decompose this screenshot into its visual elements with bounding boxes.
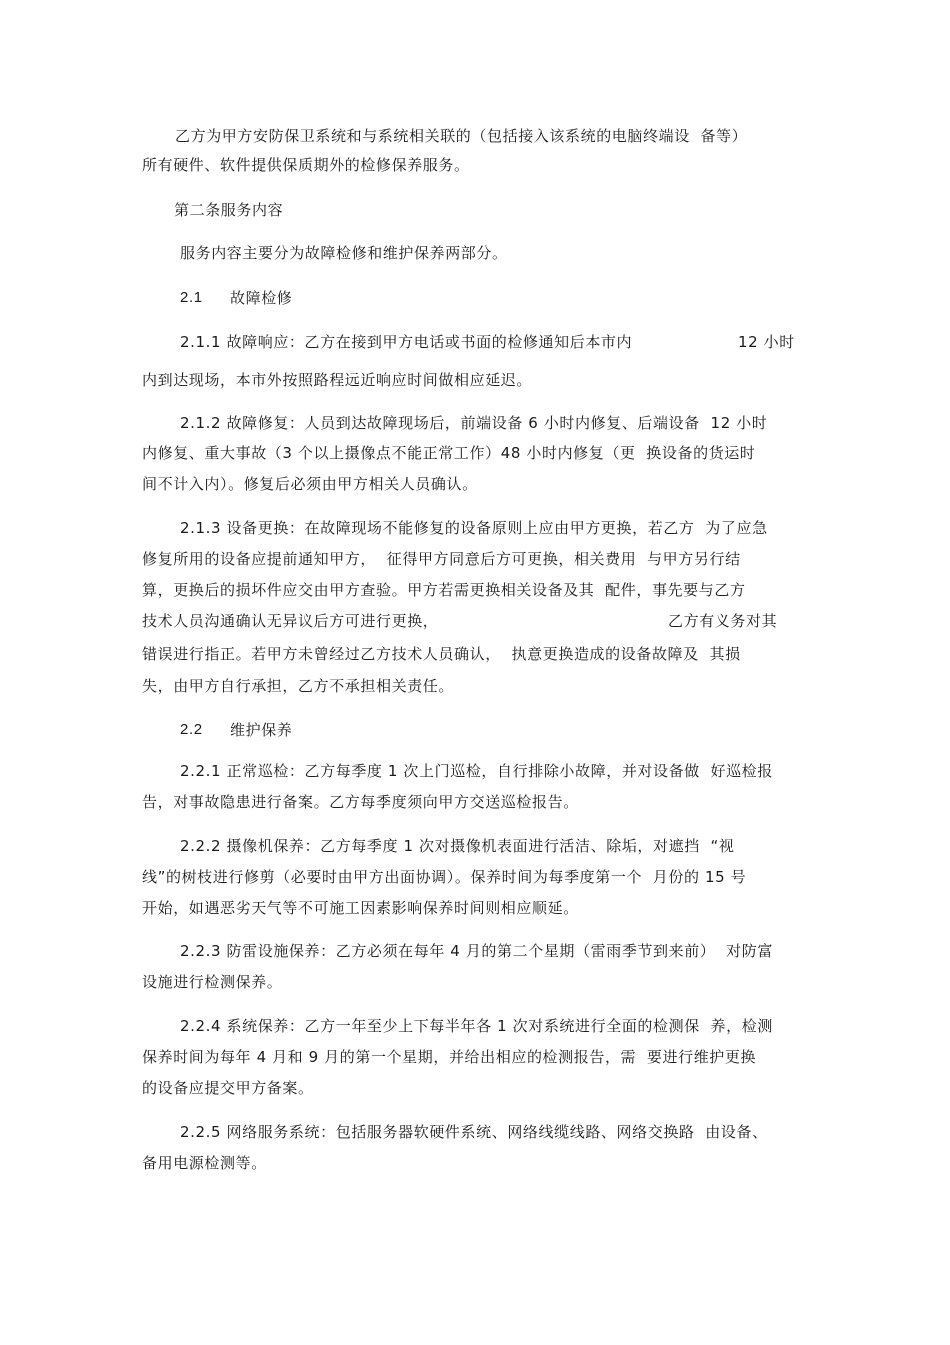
intro-line-1: 乙方为甲方安防保卫系统和与系统相关联的（包括接入该系统的电脑终端设 备等） [175, 127, 748, 145]
para-2-2-4-line-3: 的设备应提交甲方备案。 [142, 1079, 314, 1097]
para-2-1-3-line-6: 失，由甲方自行承担，乙方不承担相关责任。 [142, 677, 455, 695]
para-2-2-2-line-3: 开始，如遇恶劣天气等不可施工因素影响保养时间则相应顺延。 [142, 899, 579, 917]
para-2-1-1-line-1: 2.1.1 故障响应：乙方在接到甲方电话或书面的检修通知后本市内 [180, 333, 633, 351]
para-2-2-2-line-1: 2.2.2 摄像机保养：乙方每季度 1 次对摄像机表面进行活洁、除垢，对遮挡 “视 [180, 837, 735, 855]
para-2-1-3-line-2: 修复所用的设备应提前通知甲方， 征得甲方同意后方可更换，相关费用 与甲方另行结 [142, 550, 741, 568]
para-2-1-3-line-4b: 乙方有义务对其 [668, 612, 778, 630]
para-2-2-1-line-2: 告，对事故隐患进行备案。乙方每季度须向甲方交送巡检报告。 [142, 793, 579, 811]
para-2-1-2-line-2: 内修复、重大事故（3 个以上摄像点不能正常工作）48 小时内修复（更 换设备的货运时 [142, 444, 756, 462]
para-2-1-3-line-1: 2.1.3 设备更换：在故障现场不能修复的设备原则上应由甲方更换，若乙方 为了应急 [180, 519, 768, 537]
article-intro: 服务内容主要分为故障检修和维护保养两部分。 [180, 244, 508, 262]
para-2-2-3-line-1: 2.2.3 防雷设施保养：乙方必须在每年 4 月的第二个星期（雷雨季节到来前） 对防富 [180, 942, 773, 960]
para-2-1-3-line-4a: 技术人员沟通确认无异议后方可进行更换， [142, 612, 439, 630]
para-2-1-2-line-1: 2.1.2 故障修复：人员到达故障现场后，前端设备 6 小时内修复、后端设备 12 小时 [180, 414, 768, 432]
section-2-2-title: 维护保养 [230, 721, 293, 739]
para-2-2-1-line-1: 2.2.1 正常巡检：乙方每季度 1 次上门巡检，自行排除小故障，并对设备做 好巡检报 [180, 762, 773, 780]
para-2-1-3-line-3: 算，更换后的损坏件应交由甲方查验。甲方若需更换相关设备及其 配件，事先要与乙方 [142, 581, 746, 599]
para-2-2-3-line-2: 设施进行检测保养。 [142, 973, 283, 991]
para-2-1-3-line-5: 错误进行指正。若甲方未曾经过乙方技术人员确认， 执意更换造成的设备故障及 其损 [142, 645, 741, 663]
para-2-2-2-line-2: 线”的树枝进行修剪（必要时由甲方出面协调）。保养时间为每季度第一个 月份的 15 号 [142, 868, 747, 886]
para-2-2-4-line-1: 2.2.4 系统保养：乙方一年至少上下每半年各 1 次对系统进行全面的检测保 养，检测 [180, 1017, 773, 1035]
section-2-2-number: 2.2 [180, 721, 203, 738]
section-2-1-number: 2.1 [180, 289, 203, 306]
article-title: 第二条服务内容 [174, 201, 284, 219]
para-2-2-5-line-2: 备用电源检测等。 [142, 1154, 267, 1172]
para-2-1-1-line-1b: 12 小时 [738, 333, 795, 351]
intro-line-2: 所有硬件、软件提供保质期外的检修保养服务。 [142, 156, 470, 174]
para-2-2-4-line-2: 保养时间为每年 4 月和 9 月的第一个星期，并给出相应的检测报告，需 要进行维护更换 [142, 1048, 757, 1066]
section-2-1-title: 故障检修 [230, 289, 293, 307]
para-2-1-1-line-2: 内到达现场，本市外按照路程远近响应时间做相应延迟。 [142, 371, 533, 389]
para-2-2-5-line-1: 2.2.5 网络服务系统：包括服务器软硬件系统、网络线缆线路、网络交换路 由设备、 [180, 1123, 768, 1141]
para-2-1-2-line-3: 间不计入内）。修复后必须由甲方相关人员确认。 [142, 475, 478, 493]
